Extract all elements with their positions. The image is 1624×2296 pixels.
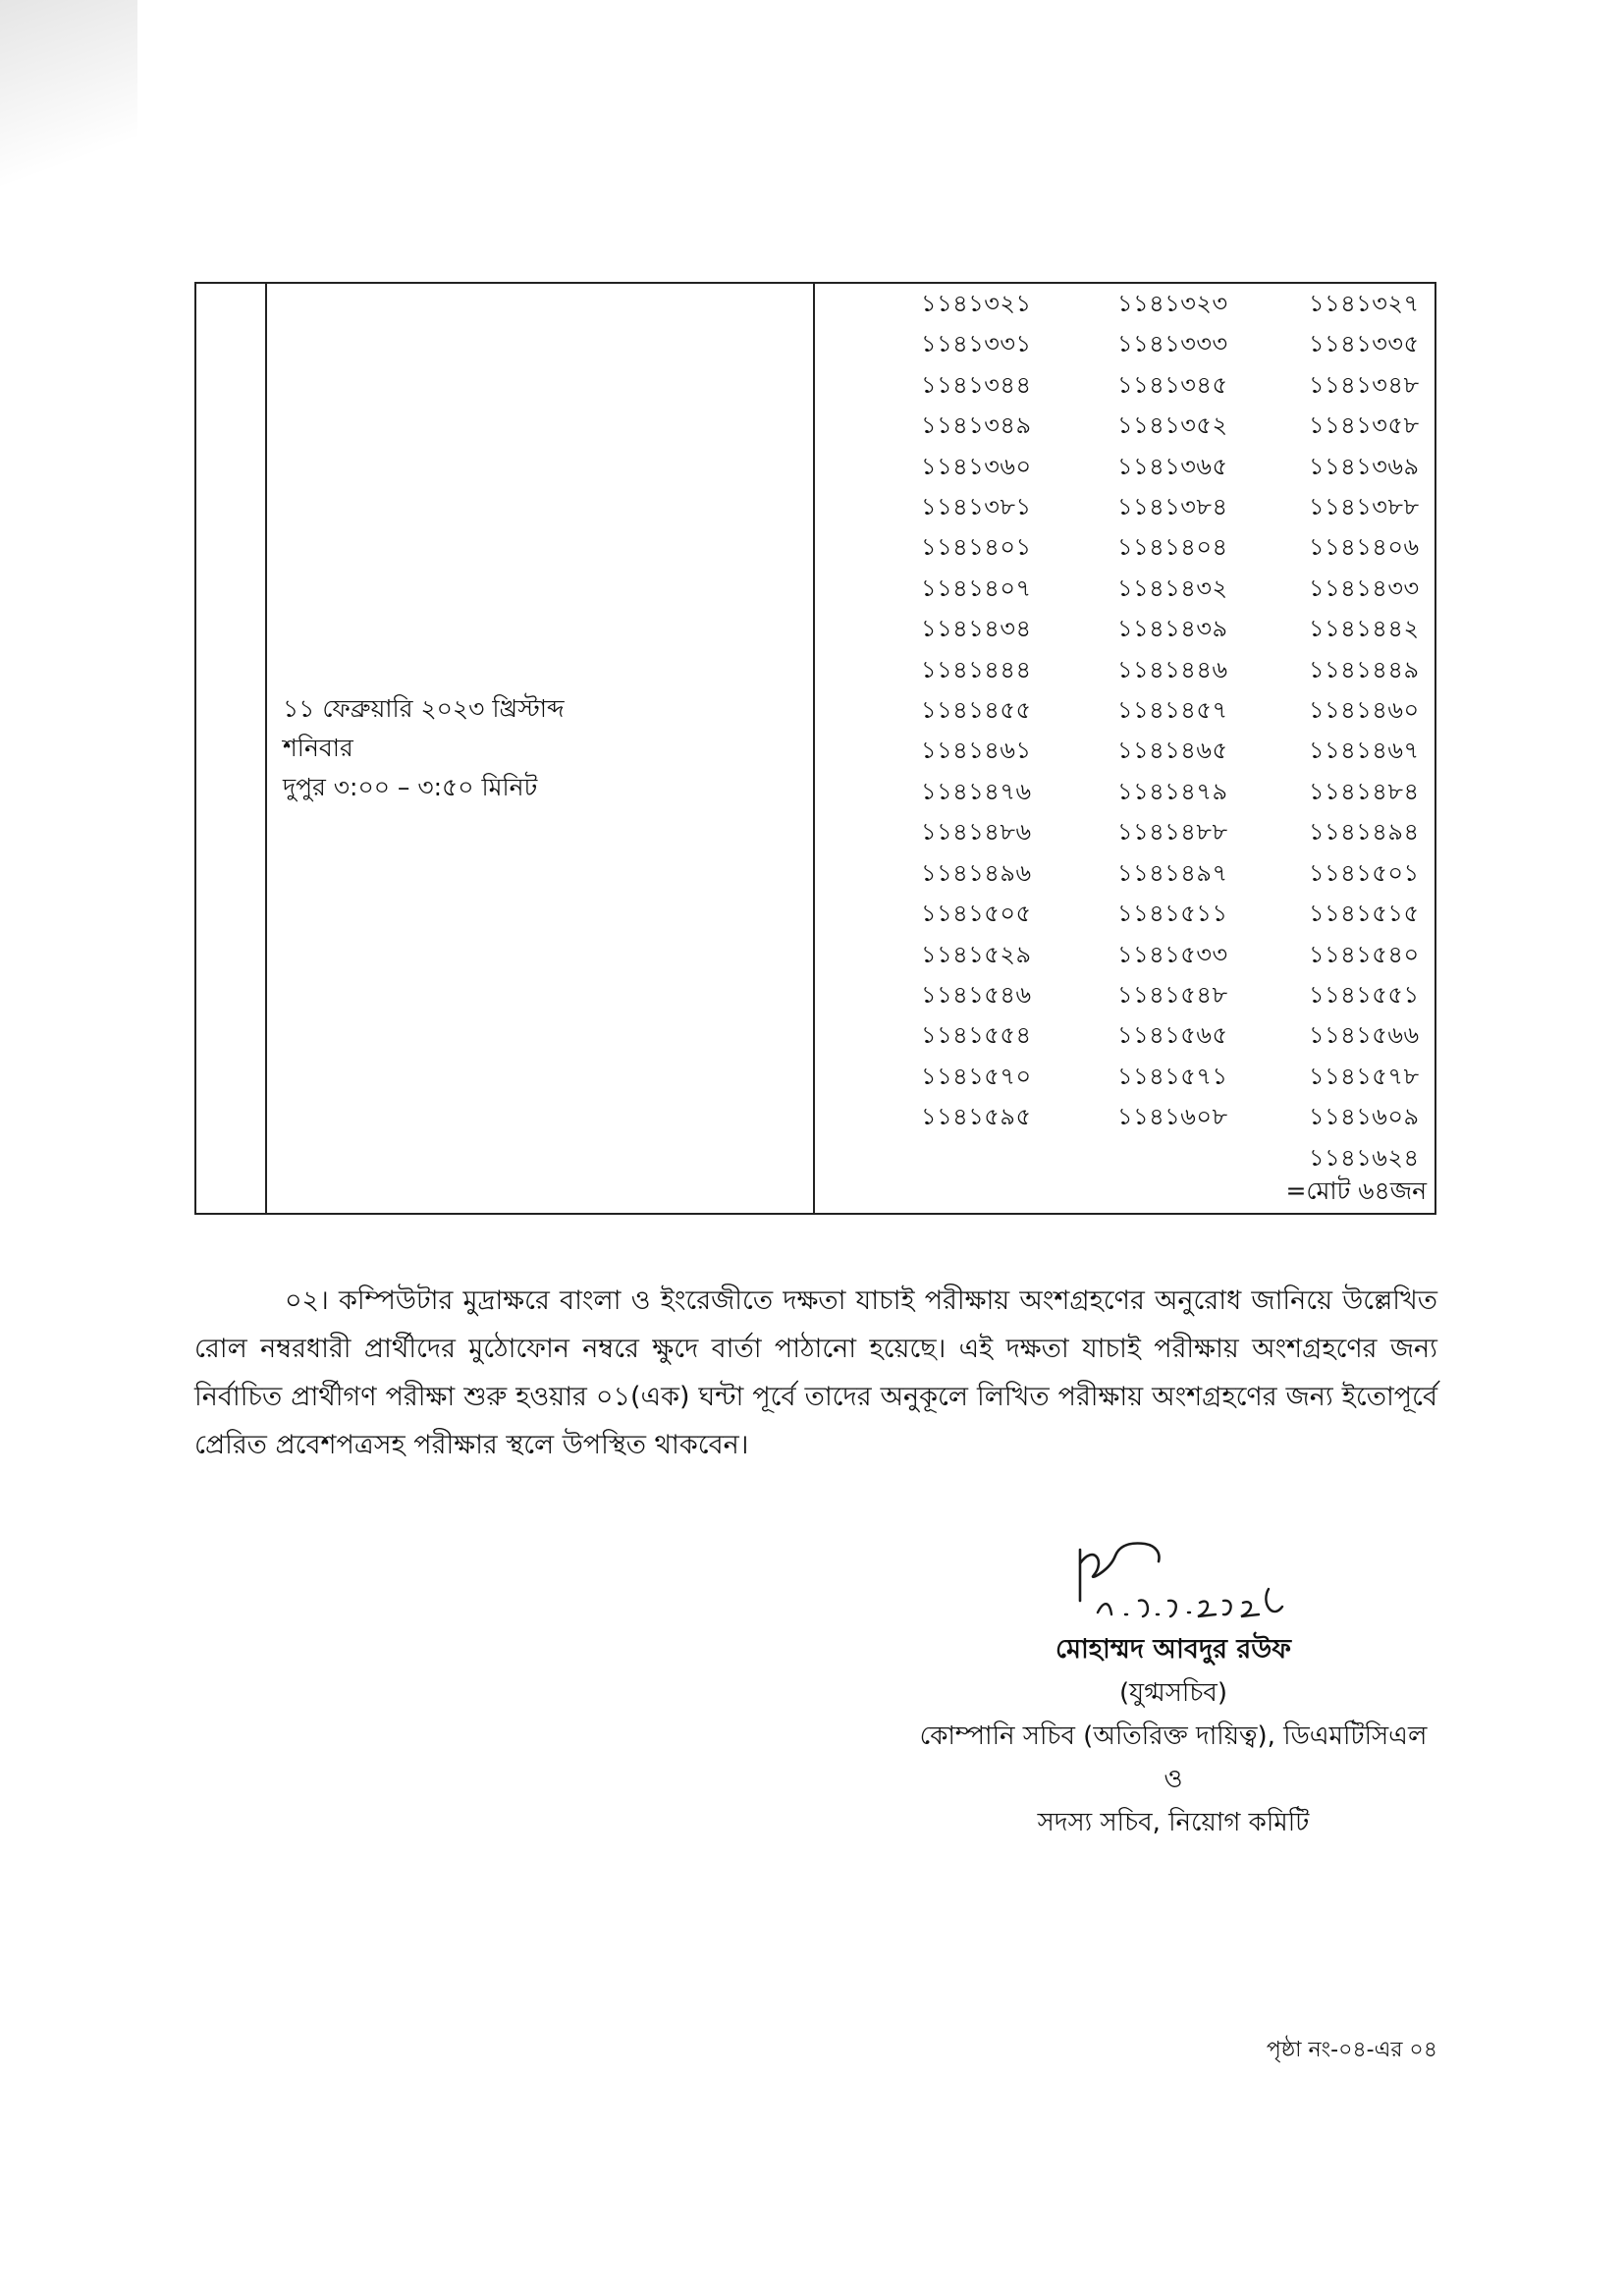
roll-number: ১১৪১৫২৯ bbox=[921, 940, 1032, 968]
roll-number: ১১৪১৫৪০ bbox=[1309, 940, 1420, 968]
roll-number: ১১৪১৪৭৬ bbox=[921, 777, 1032, 805]
roll-number: ১১৪১৫৭৮ bbox=[1309, 1062, 1420, 1090]
roll-number: ১১৪১৪৪৬ bbox=[1117, 655, 1228, 683]
roll-number: ১১৪১৩৪৪ bbox=[921, 370, 1032, 399]
roll-number: ১১৪১৪৬১ bbox=[921, 737, 1032, 765]
signatory-name: মোহাম্মদ আবদুর রউফ bbox=[1056, 1634, 1291, 1665]
signatory-designation: (যুগ্মসচিব) bbox=[1119, 1678, 1227, 1708]
roll-number: ১১৪১৩৩৫ bbox=[1309, 330, 1420, 358]
roll-number: ১১৪১৪৬৫ bbox=[1117, 737, 1228, 765]
roll-number: ১১৪১৫৭০ bbox=[921, 1062, 1032, 1090]
exam-date-time bbox=[283, 689, 565, 807]
roll-number: ১১৪১৫৩৩ bbox=[1117, 940, 1228, 968]
roll-number: ১১৪১৫০১ bbox=[1309, 858, 1420, 887]
roll-number: ১১৪১৬০৮ bbox=[1117, 1103, 1228, 1131]
roll-number: ১১৪১৪৯৬ bbox=[921, 858, 1032, 887]
roll-number: ১১৪১৩২১ bbox=[921, 290, 1032, 317]
signatory-conjunction: ও bbox=[1164, 1765, 1183, 1794]
roll-number: ১১৪১৩৬০ bbox=[921, 452, 1032, 480]
roll-number: ১১৪১৩৬৯ bbox=[1309, 452, 1420, 480]
roll-numbers-column bbox=[815, 284, 1435, 1213]
roll-number: ১১৪১৪০১ bbox=[921, 533, 1032, 562]
roll-number: ১১৪১৩৮১ bbox=[921, 493, 1032, 521]
roll-number: ১১৪১৪৪৯ bbox=[1309, 655, 1420, 683]
roll-number bbox=[1117, 1138, 1309, 1178]
roll-number: ১১৪১৫৫৪ bbox=[921, 1021, 1032, 1050]
roll-number: ১১৪১৩৩১ bbox=[921, 330, 1032, 358]
serial-column bbox=[196, 284, 267, 1213]
roll-number: ১১৪১৬২৪ bbox=[1309, 1143, 1420, 1172]
roll-number: ১১৪১৪৫৭ bbox=[1117, 696, 1228, 725]
total-candidates: =মোট ৬৪জন bbox=[1285, 1176, 1427, 1205]
roll-number: ১১৪১৪৬০ bbox=[1309, 696, 1420, 725]
roll-number: ১১৪১৪৩২ bbox=[1117, 574, 1228, 602]
roll-number: ১১৪১৩৮৮ bbox=[1309, 493, 1420, 521]
roll-number: ১১৪১৩৫২ bbox=[1117, 411, 1228, 440]
roll-number: ১১৪১৩২৩ bbox=[1117, 290, 1228, 317]
roll-number: ১১৪১৬০৯ bbox=[1309, 1103, 1420, 1131]
exam-day: শনিবার bbox=[283, 734, 353, 762]
roll-number: ১১৪১৪৩৪ bbox=[921, 615, 1032, 643]
roll-number: ১১৪১৫১১ bbox=[1117, 900, 1228, 928]
roll-number: ১১৪১৪০৭ bbox=[921, 574, 1032, 602]
scan-shadow bbox=[0, 0, 137, 295]
signatory-role-committee: সদস্য সচিব, নিয়োগ কমিটি bbox=[1037, 1808, 1310, 1837]
roll-number: ১১৪১৫৬৫ bbox=[1117, 1021, 1228, 1050]
roll-number: ১১৪১৪৫৫ bbox=[921, 696, 1032, 725]
roll-number: ১১৪১৫৭১ bbox=[1117, 1062, 1228, 1090]
exam-time: দুপুর ৩:০০ – ৩:৫০ মিনিট bbox=[283, 773, 538, 801]
roll-number: ১১৪১৪০৪ bbox=[1117, 533, 1228, 562]
roll-number: ১১৪১৩৫৮ bbox=[1309, 411, 1420, 440]
roll-number: ১১৪১৪৮৮ bbox=[1117, 818, 1228, 847]
handwritten-signature bbox=[1051, 1532, 1296, 1626]
roll-number: ১১৪১৩৪৮ bbox=[1309, 370, 1420, 399]
roll-number: ১১৪১৩২৭ bbox=[1309, 290, 1420, 317]
roll-number: ১১৪১৫৪৮ bbox=[1117, 980, 1228, 1009]
roll-number-grid bbox=[921, 284, 1490, 1178]
roll-number: ১১৪১৪৯৭ bbox=[1117, 858, 1228, 887]
roll-number: ১১৪১৪৩৯ bbox=[1117, 615, 1228, 643]
schedule-table bbox=[194, 282, 1436, 1215]
roll-number: ১১৪১৪০৬ bbox=[1309, 533, 1420, 562]
roll-number: ১১৪১৪৬৭ bbox=[1309, 737, 1420, 765]
roll-number: ১১৪১৫৯৫ bbox=[921, 1103, 1032, 1131]
roll-number: ১১৪১৩৮৪ bbox=[1117, 493, 1228, 521]
roll-number: ১১৪১৪৯৪ bbox=[1309, 818, 1420, 847]
roll-number: ১১৪১৩৪৫ bbox=[1117, 370, 1228, 399]
instruction-paragraph: ০২। কম্পিউটার মুদ্রাক্ষরে বাংলা ও ইংরেজীতে দক্ষতা যাচাই পরীক্ষায় অংশগ্রহণের অনুরোধ জানিয়ে উল্লেখিত রোল নম্বরধারী প্রার্থীদের মুঠোফোন নম্বরে ক্ষুদে বার্তা পাঠানো হয়েছে। এই দক্ষতা যাচাই পরীক্ষায় অংশগ্রহণের জন্য নির্বাচিত প্রার্থীগণ পরীক্ষা শুরু হওয়ার ০১(এক) ঘন্টা পূর্বে তাদের অনুকূলে লিখিত পরীক্ষায় অংশগ্রহণের জন্য ইতোপূর্বে প্রেরিত প্রবেশপত্রসহ পরীক্ষার স্থলে উপস্থিত থাকবেন। bbox=[194, 1285, 1437, 1460]
roll-number: ১১৪১৪৪৪ bbox=[921, 655, 1032, 683]
roll-number bbox=[921, 1138, 1117, 1178]
signatory-role-company: কোম্পানি সচিব (অতিরিক্ত দায়িত্ব), ডিএমটিসিএল bbox=[919, 1722, 1428, 1751]
roll-number: ১১৪১৪৮৬ bbox=[921, 818, 1032, 847]
exam-date: ১১ ফেব্রুয়ারি ২০২৩ খ্রিস্টাব্দ bbox=[283, 694, 565, 723]
roll-number: ১১৪১৫৬৬ bbox=[1309, 1021, 1420, 1050]
roll-number: ১১৪১৪৮৪ bbox=[1309, 777, 1420, 805]
page-number: পৃষ্ঠা নং-০৪-এর ০৪ bbox=[1266, 2038, 1437, 2062]
roll-number: ১১৪১৪৭৯ bbox=[1117, 777, 1228, 805]
roll-number: ১১৪১৪৩৩ bbox=[1309, 574, 1420, 602]
roll-number: ১১৪১৫০৫ bbox=[921, 900, 1032, 928]
roll-number: ১১৪১৫১৫ bbox=[1309, 900, 1420, 928]
roll-number: ১১৪১৫৫১ bbox=[1309, 980, 1420, 1009]
date-time-column bbox=[267, 284, 815, 1213]
roll-number: ১১৪১৩৪৯ bbox=[921, 411, 1032, 440]
roll-number: ১১৪১৪৪২ bbox=[1309, 615, 1420, 643]
roll-number: ১১৪১৫৪৬ bbox=[921, 980, 1032, 1009]
roll-number: ১১৪১৩৬৫ bbox=[1117, 452, 1228, 480]
signature-block bbox=[864, 1532, 1483, 1844]
roll-number: ১১৪১৩৩৩ bbox=[1117, 330, 1228, 358]
